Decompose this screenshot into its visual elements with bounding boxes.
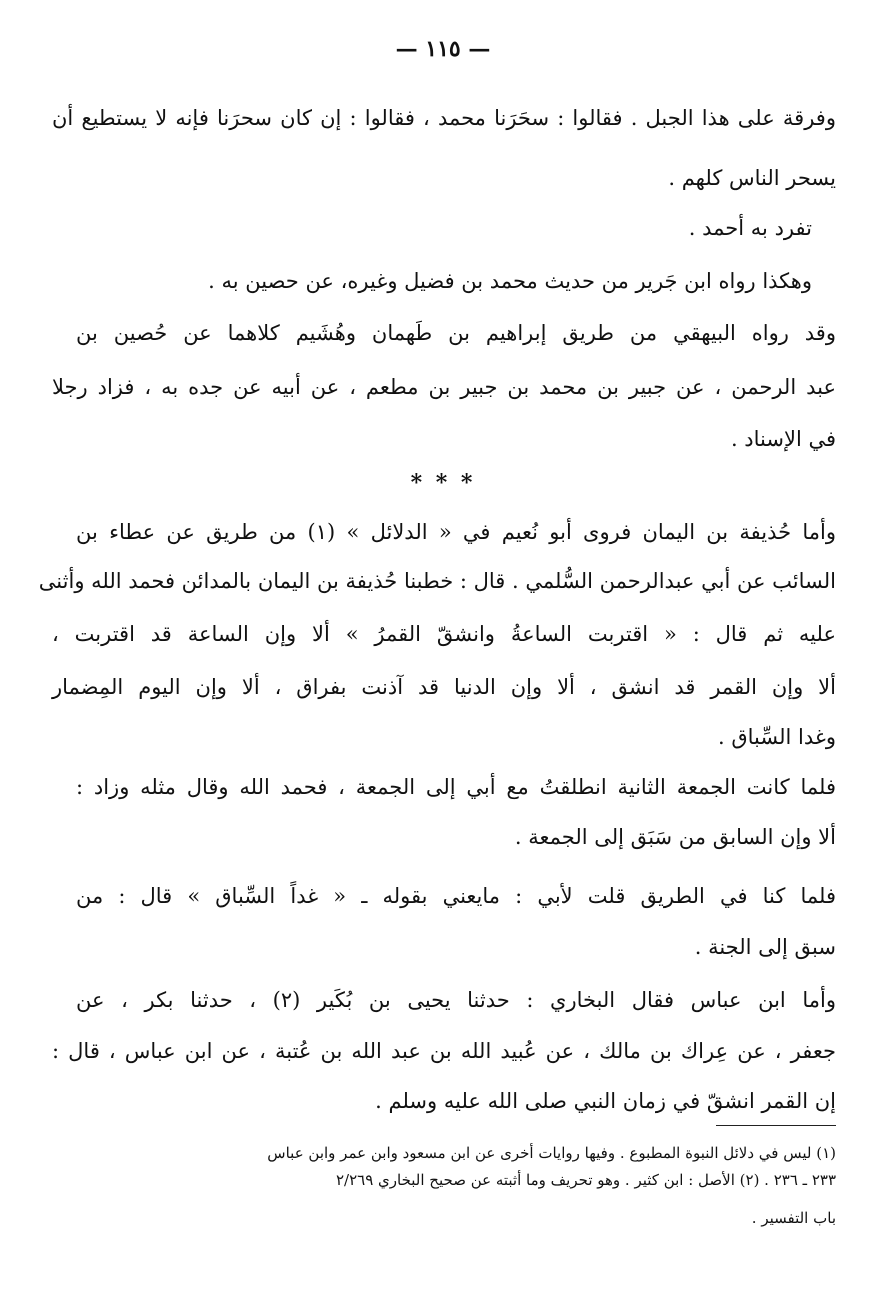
text-line: إن القمر انشقّ في زمان النبي صلى الله عليه وسلم . [375,1089,836,1113]
text-line: السائب عن أبي عبدالرحمن السُّلمي . قال : خطبنا حُذيفة بن اليمان بالمدائن فحمد الله وأثنى [38,569,836,593]
text-line: يسحر الناس كلهم . [668,166,836,190]
page-number: — ١١٥ — [395,36,491,62]
footnote-line: ٢٣٣ ـ ٢٣٦ . (٢) الأصل : ابن كثير . وهو تحريف وما أثبته عن صحيح البخاري ٢/٢٦٩ [335,1171,836,1189]
text-line: عبد الرحمن ، عن جبير بن محمد بن جبير بن مطعم ، عن أبيه عن جده به ، فزاد رجلا [52,375,836,399]
text-line: فلما كانت الجمعة الثانية انطلقتُ مع أبي إلى الجمعة ، فحمد الله وقال مثله وزاد : [76,775,836,799]
footnote-line: (١) ليس في دلائل النبوة المطبوع . وفيها روايات أخرى عن ابن مسعود وابن عمر وابن عباس [267,1144,836,1162]
text-line: عليه ثم قال : « اقتربت الساعةُ وانشقّ القمرُ » ألا وإن الساعة قد اقتربت ، [52,622,836,646]
section-separator: * * * [410,470,476,496]
text-line: في الإسناد . [730,427,836,451]
text-line: ألا وإن القمر قد انشق ، ألا وإن الدنيا قد آذنت بفراق ، ألا وإن اليوم المِضمار [52,675,836,699]
text-line: سبق إلى الجنة . [694,935,836,959]
text-line: وأما حُذيفة بن اليمان فروى أبو نُعيم في « الدلائل » (١) من طريق عن عطاء بن [76,520,836,544]
text-line: جعفر ، عن عِراك بن مالك ، عن عُبيد الله بن عبد الله بن عُتبة ، عن ابن عباس ، قال : [52,1039,836,1063]
text-line: فلما كنا في الطريق قلت لأبي : مايعني بقوله ـ « غداً السِّباق » قال : من [76,884,836,908]
text-line: ألا وإن السابق من سَبَق إلى الجمعة . [514,825,836,849]
text-line: تفرد به أحمد . [688,216,812,240]
text-line: وأما ابن عباس فقال البخاري : حدثنا يحيى بن بُكَير (٢) ، حدثنا بكر ، عن [76,988,836,1012]
footnote-line: باب التفسير . [751,1209,836,1227]
text-line: وقد رواه البيهقي من طريق إبراهيم بن طَهمان وهُشَيم كلاهما عن حُصين بن [76,321,836,345]
footnote-rule [716,1125,836,1126]
text-line: وغدا السِّباق . [717,725,836,749]
text-line: وفرقة على هذا الجبل . فقالوا : سحَرَنا محمد ، فقالوا : إن كان سحرَنا فإنه لا يستطيع أن [52,106,836,130]
text-line: وهكذا رواه ابن جَرير من حديث محمد بن فضيل وغيره، عن حصين به . [208,269,812,293]
